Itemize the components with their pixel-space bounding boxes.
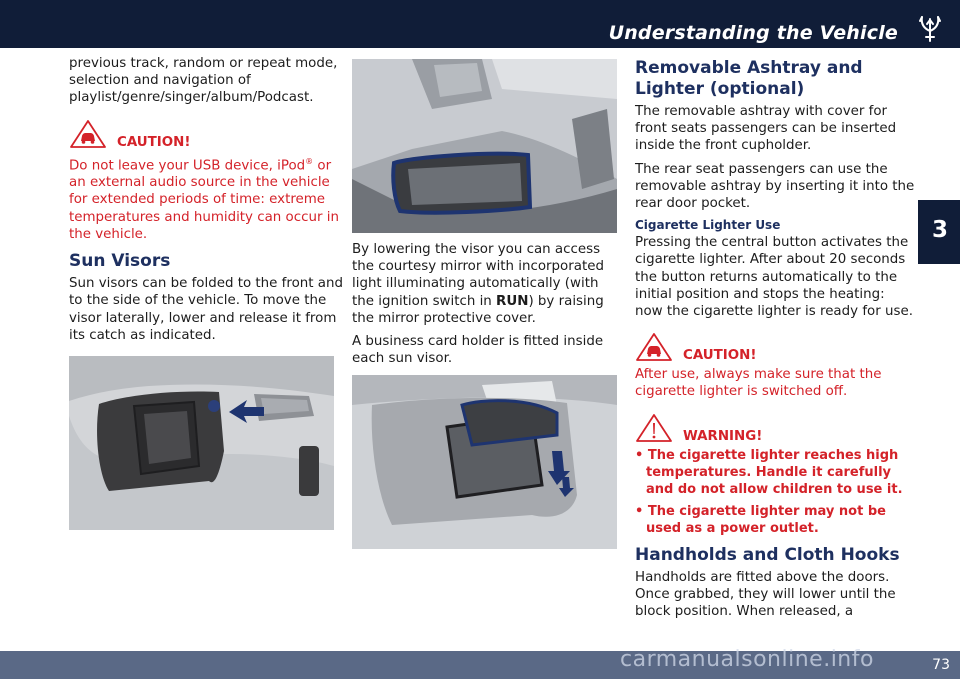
heading-sun-visors: Sun Visors bbox=[69, 251, 171, 272]
warning-list bbox=[635, 447, 915, 537]
sun-visor-illustration bbox=[69, 356, 334, 530]
courtesy-mirror-illustration bbox=[352, 59, 617, 233]
list-item: • The cigarette lighter reaches high temperatures. Handle it carefully and do not allow children to use it. bbox=[635, 447, 903, 497]
column-1 bbox=[69, 55, 344, 530]
warning-notice-lighter bbox=[635, 413, 915, 443]
chapter-number: 3 bbox=[932, 217, 949, 243]
caution-car-icon bbox=[69, 119, 107, 149]
caution-label: CAUTION! bbox=[117, 134, 191, 150]
lighter-use-text: Pressing the central button activates the cigarette lighter. After about 20 seconds the button returns automatically to the initial position and stops the heating: now the cigarette lighter is ready for use. bbox=[635, 235, 913, 320]
ashtray-rear-text: The rear seat passengers can use the removable ashtray by inserting it into the rear door pocket. bbox=[635, 161, 915, 212]
column-3 bbox=[635, 55, 915, 626]
sun-visor-text: Sun visors can be folded to the front and to the side of the vehicle. To move the visor laterally, lower and release it from its catch as indicated. bbox=[69, 276, 343, 343]
courtesy-mirror-text: By lowering the visor you can access the courtesy mirror with incorporated light illuminating automatically (with the ignition switch in RUN) by raising the mirror protective cover. bbox=[352, 242, 604, 326]
section-title: Understanding the Vehicle bbox=[608, 22, 898, 44]
business-card-holder-illustration bbox=[352, 375, 617, 549]
intro-text: previous track, random or repeat mode, selection and navigation of playlist/genre/singer/album/Podcast. bbox=[69, 56, 338, 106]
handholds-text: Handholds are fitted above the doors. Once grabbed, they will lower until the block position. When released, a bbox=[635, 569, 896, 620]
caution-text: Do not leave your USB device, iPod® or an external audio source in the vehicle for extended periods of time: extreme temperatures and humidity can occur in the vehicle. bbox=[69, 156, 339, 242]
caution-car-icon bbox=[635, 332, 673, 362]
list-item: • The cigarette lighter may not be used as a power outlet. bbox=[635, 503, 886, 536]
watermark: carmanualsonline.info bbox=[620, 647, 874, 672]
maserati-trident-logo-icon bbox=[914, 13, 946, 45]
column-2 bbox=[352, 55, 620, 549]
header-bar bbox=[0, 0, 960, 48]
warning-label: WARNING! bbox=[683, 428, 763, 444]
ashtray-front-text: The removable ashtray with cover for front seats passengers can be inserted inside the front cupholder. bbox=[635, 104, 897, 154]
caution-lighter-text: After use, always make sure that the cigarette lighter is switched off. bbox=[635, 367, 882, 400]
business-card-text: A business card holder is fitted inside each sun visor. bbox=[352, 334, 604, 367]
heading-ashtray-lighter: Removable Ashtray and Lighter (optional) bbox=[635, 58, 863, 99]
warning-exclamation-icon bbox=[635, 413, 673, 443]
heading-cigarette-lighter-use: Cigarette Lighter Use bbox=[635, 218, 781, 233]
chapter-tab[interactable] bbox=[918, 200, 960, 264]
page-number: 73 bbox=[932, 657, 950, 673]
caution-label: CAUTION! bbox=[683, 348, 757, 364]
caution-notice-lighter bbox=[635, 332, 915, 362]
heading-handholds: Handholds and Cloth Hooks bbox=[635, 544, 900, 565]
caution-notice-usb bbox=[69, 119, 344, 149]
